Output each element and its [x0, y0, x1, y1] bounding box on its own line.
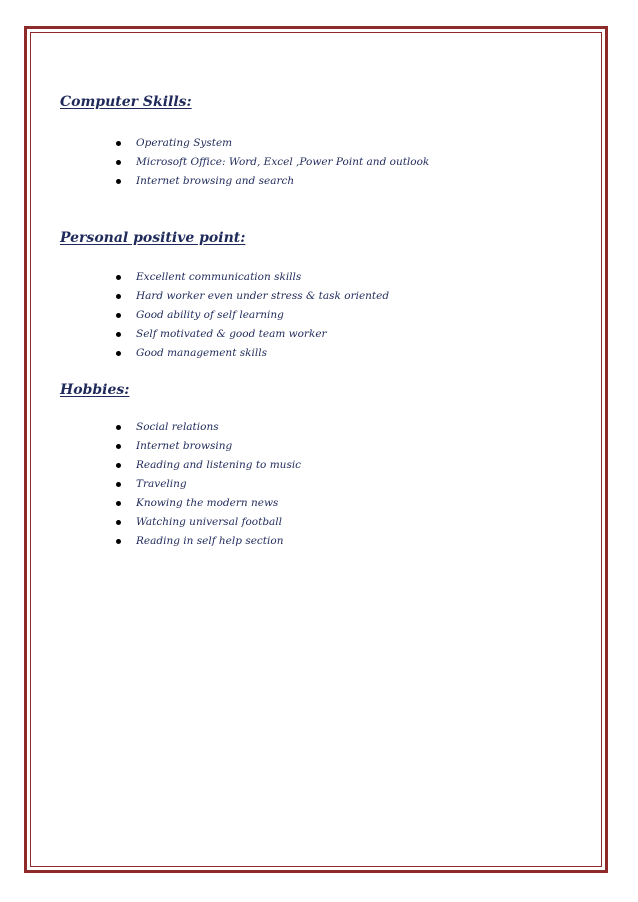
- list-item-text: Social relations: [136, 421, 219, 433]
- list-item: [116, 172, 429, 191]
- list-item-text: Internet browsing and search: [136, 175, 295, 187]
- list-item-text: Reading in self help section: [136, 535, 284, 547]
- list-item: [116, 437, 301, 456]
- bullet-icon: [116, 520, 121, 525]
- list-item: [116, 287, 389, 306]
- bullet-icon: [116, 332, 121, 337]
- list-item: [116, 344, 389, 363]
- list-item: [116, 418, 301, 437]
- bullet-icon: [116, 463, 121, 468]
- bullet-icon: [116, 294, 121, 299]
- list-item: [116, 494, 301, 513]
- list-item-text: Excellent communication skills: [136, 271, 302, 283]
- list-item: [116, 134, 429, 153]
- bullet-icon: [116, 444, 121, 449]
- list-item: [116, 513, 301, 532]
- list-item-text: Operating System: [136, 137, 233, 149]
- list-item-text: Self motivated & good team worker: [136, 328, 327, 340]
- list-item: [116, 306, 389, 325]
- list-item: [116, 268, 389, 287]
- computer-skills-list: [116, 134, 429, 191]
- hobbies-heading: Hobbies:: [60, 382, 130, 398]
- list-item: [116, 325, 389, 344]
- personal-positive-point-list: [116, 268, 389, 363]
- list-item: [116, 456, 301, 475]
- bullet-icon: [116, 275, 121, 280]
- list-item-text: Traveling: [136, 478, 187, 490]
- list-item: [116, 475, 301, 494]
- personal-positive-point-heading: Personal positive point:: [60, 230, 246, 246]
- bullet-icon: [116, 501, 121, 506]
- bullet-icon: [116, 313, 121, 318]
- list-item-text: Good ability of self learning: [136, 309, 284, 321]
- bullet-icon: [116, 179, 121, 184]
- hobbies-list: [116, 418, 301, 551]
- bullet-icon: [116, 482, 121, 487]
- list-item-text: Reading and listening to music: [136, 459, 302, 471]
- list-item-text: Hard worker even under stress & task oriented: [136, 290, 390, 302]
- computer-skills-heading: Computer Skills:: [60, 94, 192, 110]
- list-item-text: Internet browsing: [136, 440, 233, 452]
- list-item-text: Watching universal football: [136, 516, 283, 528]
- list-item: [116, 532, 301, 551]
- bullet-icon: [116, 351, 121, 356]
- list-item-text: Good management skills: [136, 347, 267, 359]
- bullet-icon: [116, 160, 121, 165]
- list-item: [116, 153, 429, 172]
- list-item-text: Knowing the modern news: [136, 497, 279, 509]
- bullet-icon: [116, 141, 121, 146]
- bullet-icon: [116, 539, 121, 544]
- list-item-text: Microsoft Office: Word, Excel ,Power Point and outlook: [136, 156, 430, 168]
- bullet-icon: [116, 425, 121, 430]
